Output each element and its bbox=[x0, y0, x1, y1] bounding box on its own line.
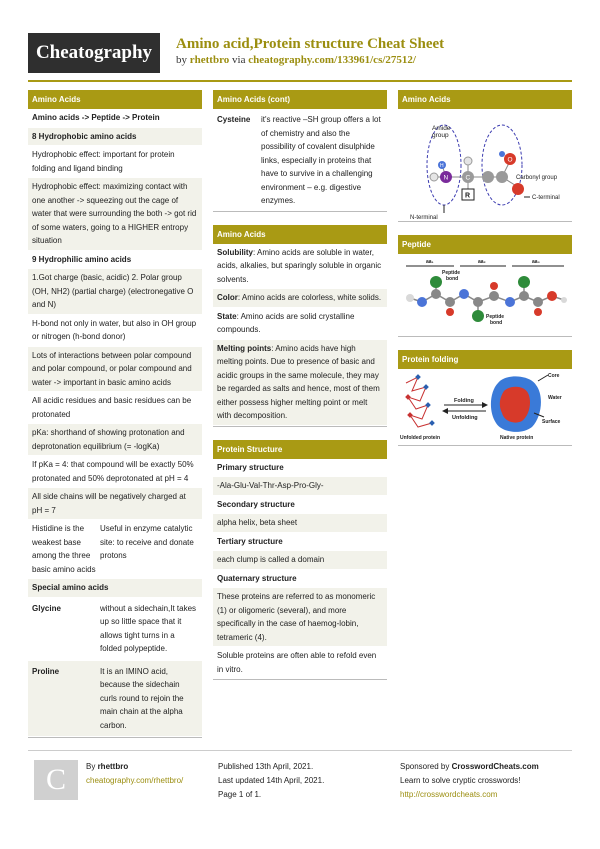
hydrogen-atom bbox=[464, 157, 472, 165]
section-protein-structure bbox=[213, 440, 387, 684]
table-row bbox=[28, 520, 202, 579]
list-item: All acidic residues and basic residues can be protonated bbox=[28, 392, 202, 424]
h-label: H bbox=[440, 163, 444, 169]
unfolding-label: Unfolding bbox=[452, 415, 478, 421]
header-rule bbox=[28, 80, 572, 82]
aa1-label: aa₁ bbox=[426, 259, 434, 265]
footer-sponsor bbox=[400, 760, 539, 802]
carbon-atom bbox=[445, 297, 455, 307]
table-row bbox=[28, 598, 202, 661]
aa3-label: aa₃ bbox=[532, 259, 540, 265]
unfolded-label: Unfolded protein bbox=[400, 435, 440, 441]
carbon-atom bbox=[482, 171, 494, 183]
footer-by: By bbox=[86, 762, 98, 771]
list-item: Tertiary structure bbox=[213, 533, 387, 552]
list-item bbox=[213, 289, 387, 308]
side-chain bbox=[518, 276, 530, 288]
n-label: N bbox=[443, 174, 449, 182]
table-row bbox=[28, 661, 202, 738]
sponsor-link[interactable]: http://crosswordcheats.com bbox=[400, 790, 498, 799]
footer-author bbox=[86, 760, 183, 788]
section-divider bbox=[398, 336, 572, 340]
peptide-bond-label: Peptide bbox=[442, 270, 461, 276]
column-1 bbox=[28, 90, 202, 751]
folding-label: Folding bbox=[454, 398, 474, 404]
list-item: Soluble proteins are often able to refold even in vitro. bbox=[213, 647, 387, 679]
list-item: each clump is called a domain bbox=[213, 551, 387, 570]
section-protein-folding bbox=[398, 350, 572, 449]
prop-key: Solubility bbox=[217, 247, 253, 257]
prop-value: : Amino acids are soluble in water, acids, alkalies, but sparingly soluble in organic solvents. bbox=[217, 247, 382, 284]
list-item: 1.Got charge (basic, acidic) 2. Polar group (OH, NH2) (partial charge) (electronegative O and N) bbox=[28, 269, 202, 315]
bond-label: bond bbox=[490, 320, 503, 326]
section-heading: Amino Acids bbox=[28, 90, 202, 109]
carbon-atom bbox=[519, 291, 529, 301]
carbonyl-label: Carbonyl group bbox=[516, 175, 558, 181]
list-item: Amino acids -> Peptide -> Protein bbox=[28, 109, 202, 128]
footer-author-name[interactable]: rhettbro bbox=[97, 762, 129, 771]
row-value: Useful in enzyme catalytic site: to receive and donate protons bbox=[100, 524, 194, 560]
prop-key: Color bbox=[217, 293, 238, 302]
footer-dates bbox=[218, 760, 324, 802]
oxygen-atom bbox=[512, 183, 524, 195]
section-divider bbox=[398, 445, 572, 449]
oxygen-atom bbox=[446, 308, 454, 316]
page-number: Page 1 of 1. bbox=[218, 790, 262, 799]
list-item: Quaternary structure bbox=[213, 570, 387, 589]
section-divider bbox=[213, 426, 387, 430]
o-label: O bbox=[507, 156, 513, 164]
list-item: Secondary structure bbox=[213, 496, 387, 515]
row-value: without a sidechain,It takes up so little space that it allows tight turns in a folded polypeptide. bbox=[100, 603, 197, 653]
author-link[interactable]: rhettbro bbox=[189, 54, 230, 66]
native-label: Native protein bbox=[500, 435, 534, 441]
byline-via: via bbox=[229, 54, 249, 66]
hydrogen-atom bbox=[406, 294, 414, 302]
published-date: Published 13th April, 2021. bbox=[218, 762, 314, 771]
n-terminal-label: N-terminal bbox=[410, 215, 438, 221]
carbon-atom bbox=[431, 289, 441, 299]
section-heading: Peptide bbox=[398, 235, 572, 254]
column-3 bbox=[398, 90, 572, 459]
section-amino-acids-cont bbox=[213, 90, 387, 215]
water-label: Water bbox=[548, 395, 562, 401]
sheet-url-link[interactable]: cheatography.com/133961/cs/27512/ bbox=[248, 54, 416, 66]
nitrogen-atom bbox=[459, 289, 469, 299]
protein-folding-figure bbox=[398, 369, 572, 445]
amino-acid-structure-figure bbox=[398, 109, 572, 221]
amide-label: Amide bbox=[432, 125, 451, 132]
section-heading: Protein folding bbox=[398, 350, 572, 369]
list-item: pKa: shorthand of showing protonation and deprotonation equilibrium (= -logKa) bbox=[28, 424, 202, 456]
carbon-atom bbox=[473, 297, 483, 307]
row-key: Histidine is the weakest base among the three basic amino acids bbox=[32, 524, 96, 574]
core-label: Core bbox=[548, 373, 560, 379]
peptide-figure bbox=[398, 254, 572, 336]
hydrogen-atom bbox=[561, 297, 567, 303]
sponsor-prefix: Sponsored by bbox=[400, 762, 452, 771]
section-heading: Protein Structure bbox=[213, 440, 387, 459]
list-item: alpha helix, beta sheet bbox=[213, 514, 387, 533]
row-value: It is an IMINO acid, because the sidechain curls round to rejoin the main chain at the alpha carbon. bbox=[100, 666, 184, 730]
oxygen-atom bbox=[490, 282, 498, 290]
c-label: C bbox=[465, 174, 471, 182]
section-divider bbox=[28, 737, 202, 741]
list-item: H-bond not only in water, but also in OH group or nitrogen (h-bond donor) bbox=[28, 315, 202, 347]
side-chain bbox=[472, 310, 484, 322]
carbon-atom bbox=[496, 171, 508, 183]
list-item: These proteins are referred to as monomeric (1) or oligomeric (several), and more specifically in the case of haemog-lobin, tetrameric (4). bbox=[213, 588, 387, 647]
list-item: 9 Hydrophilic amino acids bbox=[28, 251, 202, 270]
list-item: Primary structure bbox=[213, 459, 387, 478]
list-item: -Ala-Glu-Val-Thr-Asp-Pro-Gly- bbox=[213, 477, 387, 496]
aa2-label: aa₂ bbox=[478, 259, 486, 265]
r-label: R bbox=[465, 192, 471, 200]
c-terminal-label: C-terminal bbox=[532, 195, 560, 201]
sponsor-name[interactable]: CrosswordCheats.com bbox=[451, 762, 539, 771]
hydrogen-atom bbox=[430, 173, 438, 181]
nitrogen-atom bbox=[505, 297, 515, 307]
section-divider bbox=[398, 221, 572, 225]
column-2 bbox=[213, 90, 387, 693]
byline bbox=[176, 54, 416, 66]
section-heading: Amino Acids bbox=[213, 225, 387, 244]
row-value: it's reactive –SH group offers a lot of chemistry and also the possibility of covalent disulphide links, especially in proteins that have to survive in a challenging environment – e.g. digestive enzymes. bbox=[261, 115, 381, 205]
oxygen-atom bbox=[547, 291, 557, 301]
footer-rule bbox=[28, 750, 572, 751]
list-item: Lots of interactions between polar compound and polar compound, or polar compound and water -> important in basic amino acids bbox=[28, 347, 202, 393]
nitrogen-atom bbox=[417, 297, 427, 307]
sponsor-tagline: Learn to solve cryptic crosswords! bbox=[400, 776, 521, 785]
list-item bbox=[213, 308, 387, 340]
carbon-atom bbox=[489, 291, 499, 301]
bond-label: bond bbox=[446, 276, 459, 282]
section-divider bbox=[213, 679, 387, 683]
section-peptide bbox=[398, 235, 572, 340]
section-divider bbox=[213, 211, 387, 215]
hydrogen-atom bbox=[499, 151, 505, 157]
row-key: Proline bbox=[32, 666, 60, 676]
section-amino-acids-figure bbox=[398, 90, 572, 225]
oxygen-atom bbox=[534, 308, 542, 316]
section-heading: Amino Acids bbox=[398, 90, 572, 109]
carbon-atom bbox=[533, 297, 543, 307]
prop-key: State bbox=[217, 311, 237, 321]
list-item: Hydrophobic effect: maximizing contact with one another -> squeezing out the cage of water that were surrounding the both -> got rid of some waters, going to a HIGHER entropy situation bbox=[28, 178, 202, 251]
section-heading: Amino Acids (cont) bbox=[213, 90, 387, 109]
row-key: Cysteine bbox=[217, 115, 251, 124]
byline-prefix: by bbox=[176, 54, 190, 66]
footer-author-link[interactable]: cheatography.com/rhettbro/ bbox=[86, 776, 184, 785]
list-item bbox=[213, 244, 387, 290]
peptide-bond-label: Peptide bbox=[486, 314, 505, 320]
prop-value: : Amino acids are colorless, white solids. bbox=[237, 293, 382, 302]
prop-value: : Amino acids are solid crystalline compounds. bbox=[217, 311, 355, 334]
list-item: 8 Hydrophobic amino acids bbox=[28, 128, 202, 147]
group-label: group bbox=[432, 132, 449, 139]
section-amino-acids-props bbox=[213, 225, 387, 430]
author-avatar: C bbox=[34, 760, 78, 800]
side-chain bbox=[430, 276, 442, 288]
row-key: Glycine bbox=[32, 603, 61, 613]
updated-date: Last updated 14th April, 2021. bbox=[218, 776, 325, 785]
prop-value: : Amino acids have high melting points. Due to presence of basic and acidic groups in the same molecule, they may be regarded as salts and hence, most of them either possess higher melting point or melt with decomposition. bbox=[217, 343, 380, 420]
cheatography-logo[interactable]: Cheatography bbox=[28, 33, 160, 73]
section-amino-acids bbox=[28, 90, 202, 741]
surface-label: Surface bbox=[542, 419, 561, 425]
list-item bbox=[213, 340, 387, 426]
prop-key: Melting points bbox=[217, 343, 272, 353]
list-item: Special amino acids bbox=[28, 579, 202, 598]
list-item: All side chains will be negatively charged at pH = 7 bbox=[28, 488, 202, 520]
table-row bbox=[213, 109, 387, 211]
list-item: Hydrophobic effect: important for protein folding and ligand binding bbox=[28, 146, 202, 178]
list-item: If pKa = 4: that compound will be exactly 50% protonated and 50% deprotonated at pH = 4 bbox=[28, 456, 202, 488]
page-title: Amino acid,Protein structure Cheat Sheet bbox=[176, 36, 445, 52]
